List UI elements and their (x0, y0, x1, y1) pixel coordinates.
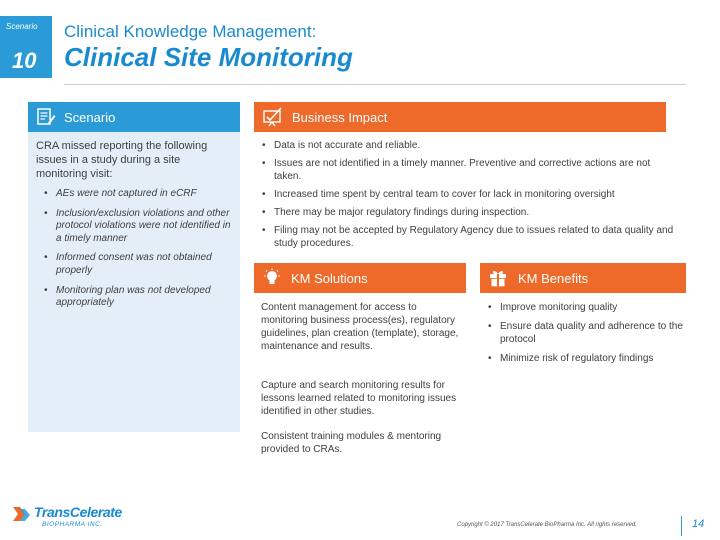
list-item: • Inclusion/exclusion violations and other protocol violations were not identified in a timely manner (42, 208, 232, 246)
title-divider (64, 84, 686, 85)
scenario-heading: Scenario (64, 110, 116, 125)
scenario-intro: CRA missed reporting the following issues in a study during a site monitoring visit: (36, 140, 208, 180)
list-item: • Informed consent was not obtained properly (42, 252, 232, 277)
list-item: • Minimize risk of regulatory findings (488, 352, 684, 365)
slide-title-line1: Clinical Knowledge Management: (64, 22, 317, 41)
gift-icon (488, 268, 508, 288)
logo-arrows-icon (12, 504, 34, 531)
transcelerate-logo (12, 504, 132, 534)
list-item: • Filing may not be accepted by Regulatory Agency due to issues related to data quality and study procedures. (262, 224, 676, 250)
list-item: • Improve monitoring quality (488, 301, 684, 314)
km-solutions-header (254, 263, 466, 293)
scenario-badge (0, 16, 52, 78)
km-benefits-header (480, 263, 686, 293)
scenario-badge-label: Scenario (6, 22, 38, 31)
lightbulb-icon (262, 268, 282, 288)
business-impact-list (262, 139, 676, 255)
scenario-number: 10 (12, 48, 37, 73)
km-benefits-heading: KM Benefits (518, 271, 589, 286)
list-item: • There may be major regulatory findings during inspection. (262, 206, 676, 219)
slide-title-line2: Clinical Site Monitoring (64, 42, 353, 72)
km-benefits-list (488, 301, 684, 371)
page-number: 14 (692, 518, 705, 530)
list-item: • Data is not accurate and reliable. (262, 139, 676, 152)
logo-name: TransCelerate (34, 504, 122, 520)
list-item: • Monitoring plan was not developed appropriately (42, 285, 232, 310)
document-pencil-icon (36, 107, 56, 127)
copyright-text: Copyright © 2017 TransCelerate BioPharma Inc. All rights reserved. (457, 522, 637, 528)
chart-checkmark-icon (262, 107, 282, 127)
footer-divider (681, 516, 682, 536)
km-solutions-heading: KM Solutions (291, 271, 368, 286)
list-item: • Issues are not identified in a timely manner. Preventive and corrective actions are not taken. (262, 157, 676, 183)
business-impact-heading: Business Impact (292, 110, 388, 125)
km-solution-paragraph: Consistent training modules & mentoring provided to CRAs. (261, 431, 442, 455)
list-item: • Increased time spent by central team to cover for lack in monitoring oversight (262, 188, 676, 201)
km-solution-paragraph: Capture and search monitoring results for lessons learned related to monitoring issues identified in other studies. (261, 380, 457, 417)
km-solution-paragraph: Content management for access to monitoring business process(es), regulatory guidelines, plan creation (template), storage, maintenance and results. (261, 302, 459, 352)
scenario-list (42, 188, 232, 317)
logo-subtitle: BIOPHARMA INC. (42, 521, 103, 528)
list-item: • Ensure data quality and adherence to the protocol (488, 320, 684, 346)
business-impact-header (254, 102, 666, 132)
scenario-header (28, 102, 240, 132)
list-item: • AEs were not captured in eCRF (42, 188, 232, 201)
